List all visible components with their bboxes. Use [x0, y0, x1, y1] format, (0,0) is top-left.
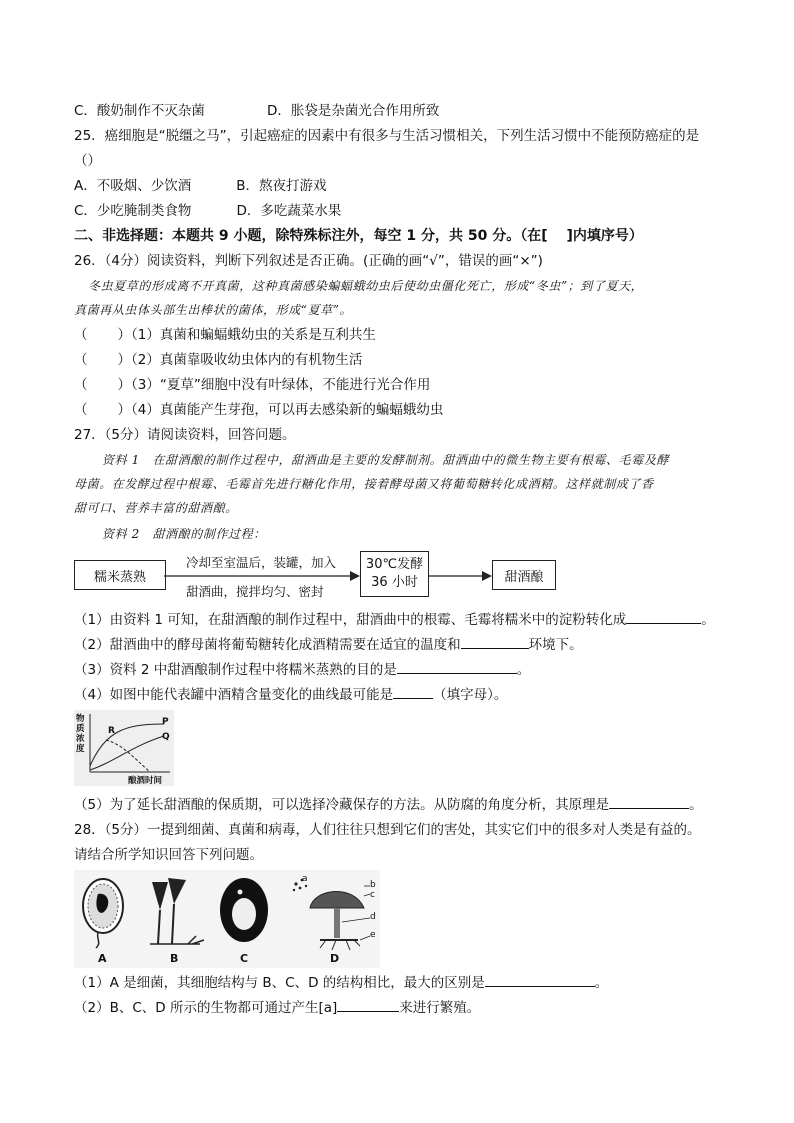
answer-blank[interactable]: [485, 972, 595, 987]
q25-options-cd: [74, 201, 341, 221]
answer-paren-open: （: [74, 377, 88, 393]
graph-x-label: 酿酒时间: [128, 776, 163, 786]
y-char: 物: [76, 714, 85, 724]
q27-sub-2-tail: 环境下。: [528, 637, 583, 653]
y-char: 浓: [76, 734, 85, 744]
answer-paren-open: （: [74, 402, 88, 418]
q27-sub-4: [74, 684, 507, 705]
q24-option-d: D．胀袋是杂菌光合作用所致: [266, 103, 440, 119]
q28-sub-2-tail: 来进行繁殖。: [399, 1000, 481, 1016]
q25-option-c: C．少吃腌制类食物: [74, 203, 192, 219]
organisms-figure: [74, 870, 380, 968]
q27-sub-2-text: （2）甜酒曲中的酵母菌将葡萄糖转化成酒精需要在适宜的温度和: [74, 637, 461, 653]
ferment-temp: 30℃发酵: [365, 557, 424, 572]
q27-sub-3: [74, 659, 530, 680]
q26-item-3: [74, 375, 430, 395]
flow-box-steam-rice: 糯米蒸熟: [74, 560, 166, 590]
q24-options-cd: [74, 101, 439, 121]
q27-sub-4-tail: （填字母）。: [433, 687, 508, 703]
organism-label-a: A: [98, 952, 107, 965]
q25-paren: （）: [74, 153, 101, 169]
yeast-drawing: [220, 878, 268, 942]
period: 。: [701, 612, 715, 628]
flow-arrowhead-2: [482, 571, 492, 581]
flow-box-ferment: [360, 551, 429, 597]
q25-stem: 25．癌细胞是“脱缰之马”，引起癌症的因素中有很多与生活习惯相关，下列生活习惯中不能预防癌症的是: [74, 128, 700, 144]
q27-sub-4-text: （4）如图中能代表罐中酒精含量变化的曲线最可能是: [74, 687, 394, 703]
q26-stem: 26．（4分）阅读资料，判断下列叙述是否正确。(正确的画“√”，错误的画“×”): [74, 253, 543, 269]
answer-blank[interactable]: [626, 609, 701, 624]
q27-sub-1: [74, 609, 715, 630]
q27-material-1-line-1: 资料 1 在甜酒酿的制作过程中，甜酒曲是主要的发酵制剂。甜酒曲中的微生物主要有根霉、毛霉及酵: [102, 453, 670, 467]
q27-stem: 27．（5分）请阅读资料，回答问题。: [74, 427, 296, 443]
q28-sub-1: [74, 972, 608, 993]
part-label-e: e: [370, 930, 376, 940]
part-label-b: b: [370, 880, 376, 890]
part-label-c: c: [370, 890, 375, 900]
answer-paren-close: ）: [117, 327, 131, 343]
curve-q: [90, 736, 164, 770]
q27-sub-3-text: （3）资料 2 中甜酒酿制作过程中将糯米蒸熟的目的是: [74, 662, 397, 678]
ferment-time: 36 小时: [371, 575, 418, 590]
q25-options-ab: [74, 176, 327, 196]
q26-item-1: [74, 325, 376, 345]
q26-material-line-1: 冬虫夏草的形成离不开真菌，这种真菌感染蝙蝠蛾幼虫后使幼虫僵化死亡，形成“冬虫”；到了夏天，: [88, 279, 644, 293]
curve-r-label: R: [108, 726, 115, 736]
answer-paren-open: （: [74, 327, 88, 343]
item-text: （1）真菌和蝙蝠蛾幼虫的关系是互利共生: [131, 327, 376, 343]
item-text: （3）“夏草”细胞中没有叶绿体，不能进行光合作用: [131, 377, 431, 393]
flow-arrowhead-1: [350, 571, 360, 581]
item-text: （2）真菌靠吸收幼虫体内的有机物生活: [131, 352, 363, 368]
answer-paren-open: （: [74, 352, 88, 368]
curve-r: [106, 740, 150, 772]
q28-stem-2: 请结合所学知识回答下列问题。: [74, 847, 263, 863]
concentration-graph: [74, 710, 174, 786]
q28-stem-1: 28．（5分）一提到细菌、真菌和病毒，人们往往只想到它们的害处，其实它们中的很多对人类是有益的。: [74, 822, 701, 838]
item-text: （4）真菌能产生芽孢，可以再去感染新的蝙蝠蛾幼虫: [131, 402, 444, 418]
q27-material-1-line-2: 母菌。在发酵过程中根霉、毛霉首先进行糖化作用，接着酵母菌又将葡萄糖转化成酒精。这样就制成了香: [74, 477, 654, 491]
q26-item-2: [74, 350, 362, 370]
mold-drawing: [150, 878, 204, 944]
q28-sub-2: [74, 997, 480, 1018]
period: 。: [594, 975, 609, 991]
y-char: 度: [76, 744, 85, 754]
organism-label-c: C: [240, 952, 249, 965]
flow-arrows: [164, 566, 494, 586]
q24-option-c: C．酸奶制作不灭杂菌: [74, 103, 205, 119]
answer-blank[interactable]: [397, 659, 517, 674]
q27-sub-5: [74, 794, 703, 815]
section-title: 二、非选择题：本题共 9 小题，除特殊标注外，每空 1 分，共 50 分。（在[ ]内填序号）: [74, 228, 643, 244]
organism-label-b: B: [170, 952, 179, 965]
q27-material-1-line-3: 甜可口、营养丰富的甜酒酿。: [74, 501, 238, 515]
curve-p-label: P: [162, 717, 169, 727]
period: 。: [689, 797, 703, 813]
curve-q-label: Q: [162, 732, 170, 742]
q27-sub-2: [74, 634, 583, 655]
period: 。: [516, 662, 531, 678]
q25-option-b: B．熬夜打游戏: [236, 178, 327, 194]
q25-option-a: A．不吸烟、少饮酒: [74, 178, 192, 194]
q27-material-2: 资料 2 甜酒酿的制作过程：: [102, 527, 266, 541]
q26-item-4: [74, 400, 443, 420]
q28-sub-1-text: （1）A 是细菌，其细胞结构与 B、C、D 的结构相比，最大的区别是: [74, 975, 485, 991]
flow-arrow-label-bottom: 甜酒曲，搅拌均匀、密封: [186, 584, 324, 599]
answer-paren-close: ）: [117, 402, 131, 418]
q26-material-line-2: 真菌再从虫体头部生出棒状的菌体，形成“夏草”。: [74, 303, 353, 317]
curve-p: [90, 724, 164, 766]
y-char: 质: [76, 724, 85, 734]
answer-blank[interactable]: [609, 794, 689, 809]
answer-paren-close: ）: [117, 352, 131, 368]
mushroom-drawing: [293, 879, 370, 950]
bacterium-drawing: [83, 879, 123, 948]
part-label-a: a: [302, 874, 308, 884]
q27-sub-1-text: （1）由资料 1 可知，在甜酒酿的制作过程中，甜酒曲中的根霉、毛霉将糯米中的淀粉转化成: [74, 612, 627, 628]
flow-arrow-label-top: 冷却至室温后，装罐，加入: [186, 555, 337, 570]
q27-sub-5-text: （5）为了延长甜酒酿的保质期，可以选择冷藏保存的方法。从防腐的角度分析，其原理是: [74, 797, 610, 813]
answer-blank[interactable]: [393, 684, 433, 699]
organism-label-d: D: [330, 952, 340, 965]
answer-blank[interactable]: [337, 997, 399, 1012]
q25-option-d: D．多吃蔬菜水果: [236, 203, 342, 219]
part-label-d: d: [370, 912, 376, 922]
flow-box-sweet-wine: 甜酒酿: [492, 560, 556, 590]
answer-paren-close: ）: [117, 377, 131, 393]
q28-sub-2-text: （2）B、C、D 所示的生物都可通过产生[a]: [74, 1000, 338, 1016]
answer-blank[interactable]: [461, 634, 529, 649]
